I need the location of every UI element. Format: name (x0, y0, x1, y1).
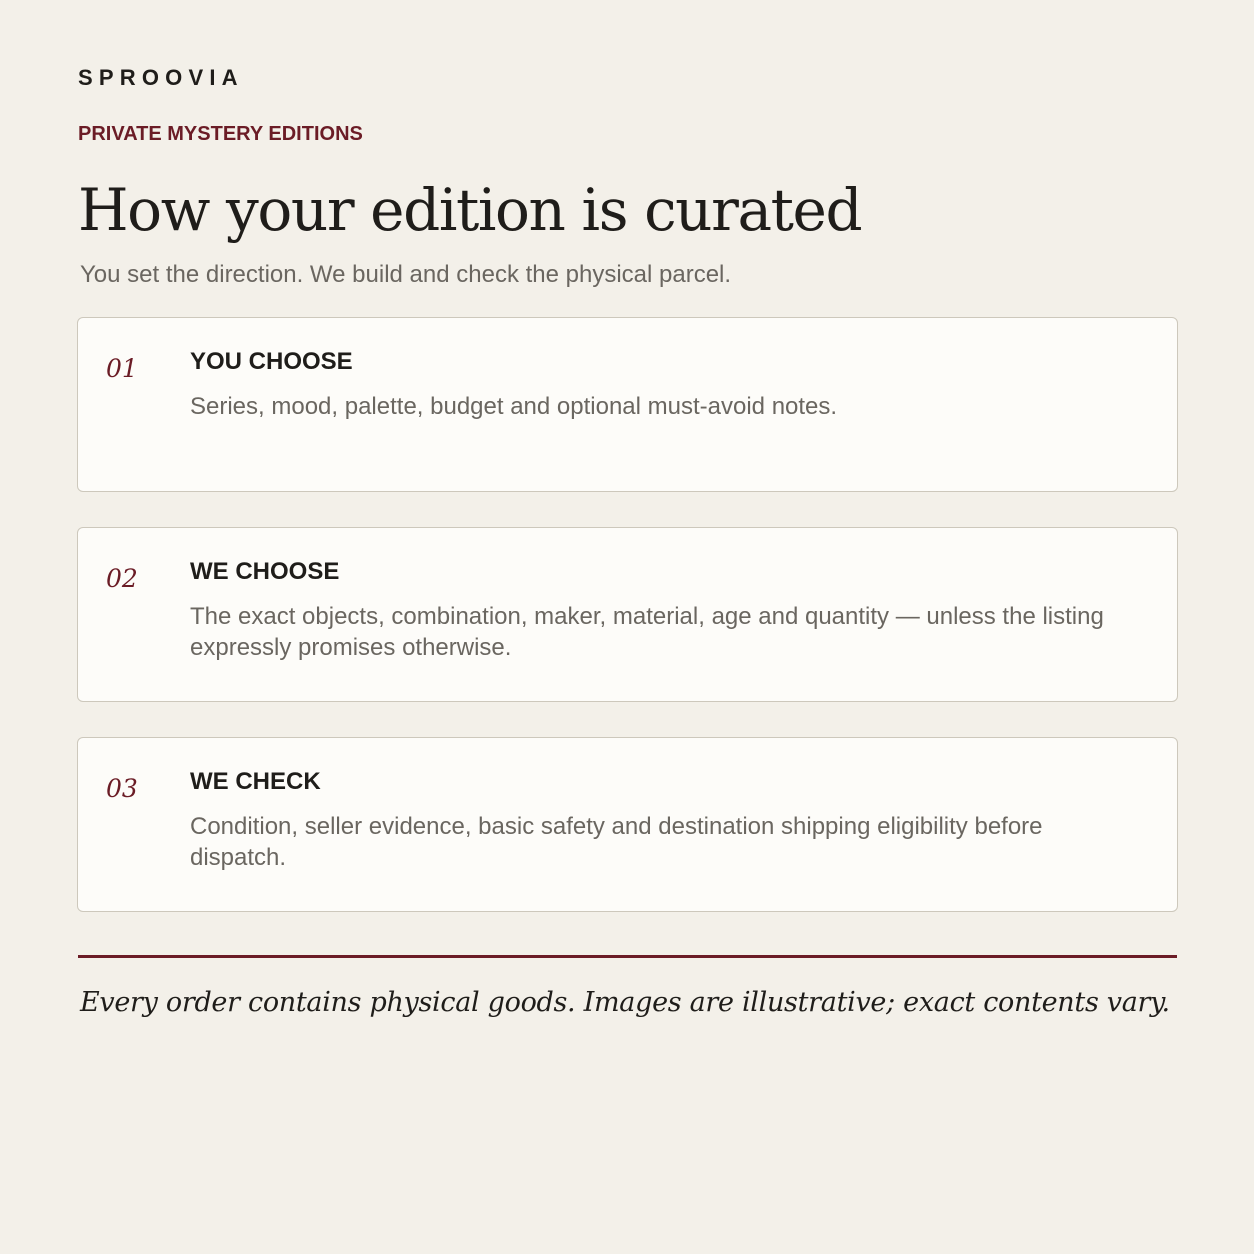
step-number: 03 (106, 774, 138, 803)
step-number: 01 (106, 354, 138, 383)
step-card-choose (77, 317, 1178, 492)
step-title: WE CHECK (190, 768, 321, 795)
page-subtitle: You set the direction. We build and check the physical parcel. (80, 261, 732, 288)
step-description: Condition, seller evidence, basic safety and destination shipping eligibility before dispatch. (190, 813, 1043, 871)
step-card-we-choose (77, 527, 1178, 702)
brand-logo: SPROOVIA (78, 65, 244, 90)
divider-rule (78, 955, 1177, 958)
steps-list (77, 317, 1178, 947)
step-card-we-check (77, 737, 1178, 912)
step-title: WE CHOOSE (190, 558, 340, 585)
step-number: 02 (106, 564, 138, 593)
step-title: YOU CHOOSE (190, 348, 353, 375)
eyebrow-label: PRIVATE MYSTERY EDITIONS (78, 123, 363, 145)
step-description: The exact objects, combination, maker, material, age and quantity — unless the listing expressly promises otherwise. (190, 603, 1104, 661)
step-description: Series, mood, palette, budget and optional must-avoid notes. (190, 393, 838, 420)
disclaimer-note: Every order contains physical goods. Images are illustrative; exact contents vary. (80, 987, 1170, 1018)
page-title: How your edition is curated (78, 176, 862, 244)
